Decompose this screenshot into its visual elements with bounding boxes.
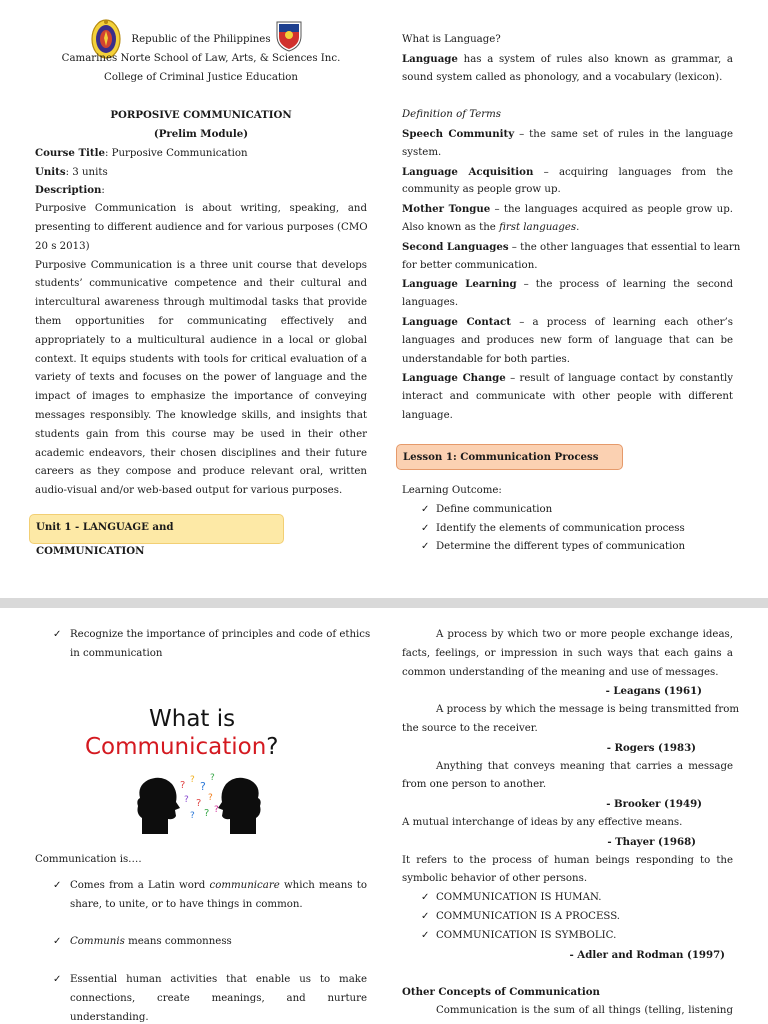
definitions-of-communication: A process by which two or more people exchange ideas, facts, feelings, or impression in such ways that each gains a common understanding of the meaning and use of messages. - Leagans (1961) A process by which the message is being transmitted from the source to the receiver. - Rogers (1983) Anything that conveys meaning that carries a message from one person to another. - Brooker (1949) A mutual interchange of ideas by any effective means. - Thayer (1968) It refers to the process of human beings responding to the symbolic behavior of other persons. ✓ COMMUNICATION IS HUMAN. ✓ COMMUNICATION IS A PROCESS. ✓ COMMUNICATION IS SYMBOLIC. - Adler and Rodman (1997) Other Concepts of Communication Communication is the sum of all things (telling, listening (402, 626, 733, 1021)
author-brooker: - Brooker (1949) (606, 798, 702, 811)
list-item: ✓ Comes from a Latin word communicare which means to (53, 877, 367, 896)
svg-text:?: ? (200, 780, 206, 793)
quote-rogers: A process by which the message is being transmitted from (436, 704, 740, 716)
module-title: PORPOSIVE COMMUNICATION (110, 109, 292, 122)
check-icon: ✓ (421, 541, 430, 553)
author-thayer: - Thayer (1968) (607, 835, 696, 848)
check-icon: ✓ (421, 929, 430, 941)
svg-text:?: ? (210, 773, 215, 783)
header: Republic of the Philippines Camarines Norte School of Law, Arts, & Sciences Inc. College of Criminal Justice Education PORPOSIVE COMMUNICATION (Prelim Module) Course Title: Purposive Communication Units: 3 units Description: Purposive Communication is about writing, speaking, and presenting to different audience and for various purposes (CMO 20 s 2013) Purposive Communication is a three unit course that develops students’ communicative competence and their cultural and intercultural awareness through multimodal tasks that provide them opportunities for communicating effectively and appropriately to a multicultural audience in a local or global context. It equips students with tools for critical evaluation of a variety of texts and focuses on the power of language and the impact of images to emphasize the importance of conveying messages responsibly. The knowledge skills, and insights that students gain from this course may be used in their other academic endeavors, their chosen disciplines and their future careers as they compose and produce relevant oral, written audio-visual and/or web-based output for various purposes. (35, 31, 367, 501)
quote-leagans: A process by which two or more people exchange ideas, (436, 629, 733, 640)
check-icon: ✓ (53, 973, 62, 985)
term-language-change: Language Change – result of language contact by constantly (402, 372, 733, 385)
svg-text:?: ? (184, 795, 189, 805)
check-icon: ✓ (421, 503, 430, 515)
header-school: Camarines Norte School of Law, Arts, & Sciences Inc. (61, 52, 341, 64)
term-language-acquisition: Language Acquisition – acquiring languages from the (402, 165, 733, 178)
communication-is-label: Communication is…. (35, 854, 142, 865)
list-item: ✓ Identify the elements of communication process (402, 520, 733, 539)
svg-text:?: ? (204, 808, 210, 819)
page-separator (0, 598, 768, 608)
description-label: Description: (35, 184, 105, 197)
image-heading-line-1: What is (149, 706, 236, 732)
check-icon: ✓ (421, 910, 430, 922)
svg-text:?: ? (190, 775, 195, 785)
module-subtitle: (Prelim Module) (153, 127, 249, 140)
term-second-languages: Second Languages – the other languages that essential to learn (402, 240, 741, 253)
units-line: Units: 3 units (35, 165, 108, 178)
what-is-communication-image (60, 706, 360, 836)
communication-is-section (35, 851, 367, 870)
list-item: ✓ COMMUNICATION IS A PROCESS. (402, 908, 733, 927)
term-language-learning: Language Learning – the process of learning the second (402, 278, 734, 291)
description-paragraph-2: Purposive Communication is a three unit course that develops (35, 259, 367, 271)
header-country: Republic of the Philippines (131, 34, 271, 45)
check-icon: ✓ (53, 629, 62, 640)
list-item: ✓ COMMUNICATION IS SYMBOLIC. (402, 927, 733, 946)
definitions-heading: Definition of Terms (402, 109, 502, 121)
list-item: ✓ Communis means commonness (53, 933, 367, 952)
quote-brooker: Anything that conveys meaning that carries a message (436, 760, 733, 772)
author-adler-rodman: - Adler and Rodman (1997) (569, 948, 725, 961)
unit-1-banner: Unit 1 - LANGUAGE and COMMUNICATION (29, 514, 284, 544)
description-paragraph-1: Purposive Communication is about writing, speaking, and (35, 203, 367, 215)
right-column-page-1: What is Language? Language has a system of rules also known as grammar, a sound system called as phonology, and a vocabulary (lexicon). Definition of Terms Speech Community – the same set of rules in the language system. Language Acquisition – acquiring languages from the community as people grow up. Mother Tongue – the languages acquired as people grow up. Also known as the first languages. Second Languages – the other languages that essential to learn for better communication. Language Learning – the process of learning the second languages. Language Contact – a process of learning each other’s languages and produces new form of language that can be understandable for both parties. Language Change – result of language contact by constantly interact and communicate with other people with different language. (402, 31, 733, 426)
check-icon: ✓ (421, 892, 430, 904)
communication-bullets: ✓ Comes from a Latin word communicare which means to share, to unite, or to have things in common. ✓ Communis means commonness ✓ Essential human activities that enable us to make connections, create meanings, and nurture understanding. (53, 877, 367, 1024)
term-mother-tongue: Mother Tongue – the languages acquired as people grow up. (402, 203, 733, 216)
check-icon: ✓ (53, 936, 62, 948)
author-leagans: - Leagans (1961) (605, 685, 702, 698)
term-speech-community: Speech Community – the same set of rules in the language (402, 127, 734, 140)
learning-outcomes (402, 482, 733, 557)
heads-question-marks-icon (134, 772, 264, 834)
svg-text:?: ? (214, 805, 219, 815)
learning-outcome-label: Learning Outcome: (402, 485, 502, 496)
svg-text:?: ? (180, 780, 186, 791)
list-item: ✓ Determine the different types of communication (402, 538, 733, 557)
list-item: ✓ COMMUNICATION IS HUMAN. (402, 889, 733, 908)
list-item: ✓ Essential human activities that enable us to make (53, 971, 367, 990)
svg-text:?: ? (208, 793, 213, 803)
check-icon: ✓ (421, 522, 430, 534)
course-title-line: Course Title: Purposive Communication (35, 146, 248, 159)
list-item: ✓ Define communication (402, 501, 733, 520)
language-question: What is Language? (402, 34, 501, 45)
quote-adler-rodman: It refers to the process of human beings responding to the (402, 854, 733, 866)
author-rogers: - Rogers (1983) (606, 741, 696, 754)
svg-text:?: ? (190, 811, 195, 821)
check-icon: ✓ (53, 880, 62, 891)
term-language-contact: Language Contact – a process of learning each other’s (402, 315, 733, 328)
quote-thayer: A mutual interchange of ideas by any effective means. (402, 816, 683, 828)
other-concepts-heading: Other Concepts of Communication (402, 986, 600, 999)
language-definition: Language has a system of rules also known as grammar, a (402, 52, 733, 65)
lesson-1-banner: Lesson 1: Communication Process (396, 444, 623, 470)
svg-text:?: ? (196, 798, 202, 809)
image-heading-line-2: Communication? (85, 734, 279, 760)
recognize-outcome: ✓ Recognize the importance of principles and code of ethics in communication (53, 626, 367, 664)
other-concepts-text: Communication is the sum of all things (telling, listening (436, 1004, 733, 1016)
header-college: College of Criminal Justice Education (104, 71, 298, 83)
